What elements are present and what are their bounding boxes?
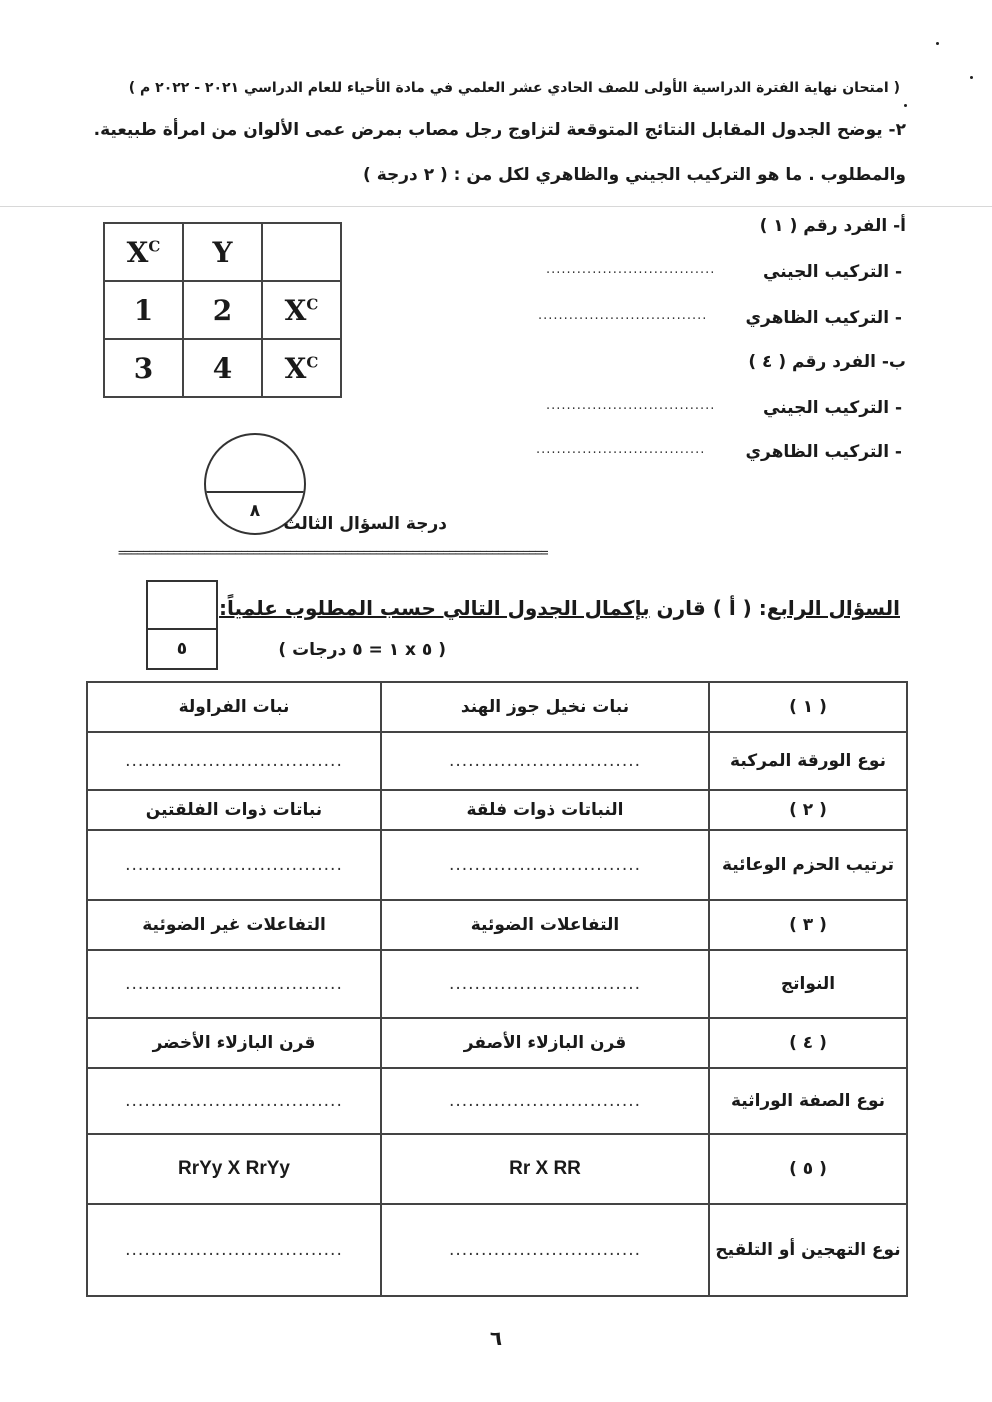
individual-4-genotype-label: - التركيب الجيني (763, 398, 902, 418)
row-label: نوع التهجين أو التلقيح (709, 1204, 907, 1296)
page-number: ٦ (489, 1326, 503, 1350)
grade-box-empty[interactable] (148, 582, 216, 630)
punnett-cell (262, 223, 341, 281)
punnett-cell: $X^C$ (262, 339, 341, 397)
answer-cell[interactable]: .................................. (87, 1204, 381, 1296)
scan-speck (970, 76, 973, 79)
row-label: ( ٢ ) (709, 790, 907, 830)
col-a-cell: التفاعلات الضوئية (381, 900, 709, 950)
punnett-cell: $X^C$ (262, 281, 341, 339)
table-row (87, 1134, 907, 1204)
table-row (87, 950, 907, 1018)
score-divider (206, 491, 304, 493)
row-label: ( ٣ ) (709, 900, 907, 950)
col-b-cell: التفاعلات غير الضوئية (87, 900, 381, 950)
individual-4-phenotype-label: - التركيب الظاهري (745, 442, 902, 462)
table-row (87, 732, 907, 790)
answer-cell[interactable]: .............................. (381, 732, 709, 790)
col-a-cell: قرن البازلاء الأصفر (381, 1018, 709, 1068)
punnett-cell: 3 (104, 339, 183, 397)
individual-1-genotype-answer[interactable]: ................................. (546, 262, 716, 277)
col-b-cell: RrYy X RrYy (87, 1134, 381, 1204)
col-a-cell: نبات نخيل جوز الهند (381, 682, 709, 732)
question4-marks: ( ٥ x ١ = ٥ درجات ) (278, 640, 446, 660)
col-a-cell: Rr X RR (381, 1134, 709, 1204)
table-row (87, 830, 907, 900)
comparison-table (86, 681, 908, 1297)
row-label: ترتيب الحزم الوعائية (709, 830, 907, 900)
table-row (87, 900, 907, 950)
punnett-square (103, 222, 342, 398)
answer-cell[interactable]: .............................. (381, 1204, 709, 1296)
answer-cell[interactable]: .................................. (87, 950, 381, 1018)
individual-1-label: أ- الفرد رقم ( ١ ) (759, 216, 906, 236)
punnett-cell: 4 (183, 339, 262, 397)
punnett-cell: 1 (104, 281, 183, 339)
question4-title-part: : ( أ ) قارن (649, 596, 767, 620)
table-row (87, 790, 907, 830)
row-label: ( ١ ) (709, 682, 907, 732)
col-b-cell: نباتات ذوات الفلقتين (87, 790, 381, 830)
exam-header: ( امتحان نهاية الفترة الدراسية الأولى للصف الحادي عشر العلمي في مادة الأحياء للعام الدراسي ٢٠٢١ - ٢٠٢٢ م ) (128, 80, 900, 96)
individual-1-phenotype-answer[interactable]: ................................. (538, 308, 708, 323)
table-row (87, 1204, 907, 1296)
answer-cell[interactable]: .................................. (87, 830, 381, 900)
individual-1-genotype-label: - التركيب الجيني (763, 262, 902, 282)
col-a-cell: النباتات ذوات فلقة (381, 790, 709, 830)
answer-cell[interactable]: .............................. (381, 1068, 709, 1134)
col-b-cell: نبات الفراولة (87, 682, 381, 732)
scan-artifact-line (0, 206, 992, 207)
col-b-cell: قرن البازلاء الأخضر (87, 1018, 381, 1068)
row-label: النواتج (709, 950, 907, 1018)
question4-title-rest: بإكمال الجدول التالي حسب المطلوب علمياً: (219, 596, 650, 620)
grade-box-value: ٥ (176, 639, 188, 659)
question3-score-label: درجة السؤال الثالث (283, 514, 447, 534)
row-label: نوع الصفة الوراثية (709, 1068, 907, 1134)
table-row (87, 1018, 907, 1068)
answer-cell[interactable]: .............................. (381, 950, 709, 1018)
punnett-cell: $X^C$ (104, 223, 183, 281)
individual-4-genotype-answer[interactable]: ................................. (546, 398, 716, 413)
individual-4-phenotype-answer[interactable]: ................................. (536, 442, 706, 457)
answer-cell[interactable]: .............................. (381, 830, 709, 900)
row-label: ( ٥ ) (709, 1134, 907, 1204)
table-row (87, 682, 907, 732)
punnett-cell: 2 (183, 281, 262, 339)
table-row (87, 1068, 907, 1134)
answer-cell[interactable]: .................................. (87, 732, 381, 790)
question4-title-main: السؤال الرابع (766, 596, 900, 620)
score-value: ٨ (249, 501, 261, 521)
punnett-cell: Y (183, 223, 262, 281)
individual-4-label: ب- الفرد رقم ( ٤ ) (748, 352, 906, 372)
question-requirement: والمطلوب . ما هو التركيب الجيني والظاهري لكل من : ( ٢ درجة ) (363, 165, 906, 185)
grade-box (146, 580, 218, 670)
scan-speck (936, 42, 939, 45)
question-statement: ٢- يوضح الجدول المقابل النتائج المتوقعة لتزاوج رجل مصاب بمرض عمى الألوان من امرأة طبيعية. (93, 120, 906, 140)
individual-1-phenotype-label: - التركيب الظاهري (745, 308, 902, 328)
scan-speck (904, 104, 907, 107)
row-label: نوع الورقة المركبة (709, 732, 907, 790)
question4-title (219, 596, 900, 620)
section-separator: ====================================================================== (118, 546, 547, 561)
answer-cell[interactable]: .................................. (87, 1068, 381, 1134)
row-label: ( ٤ ) (709, 1018, 907, 1068)
